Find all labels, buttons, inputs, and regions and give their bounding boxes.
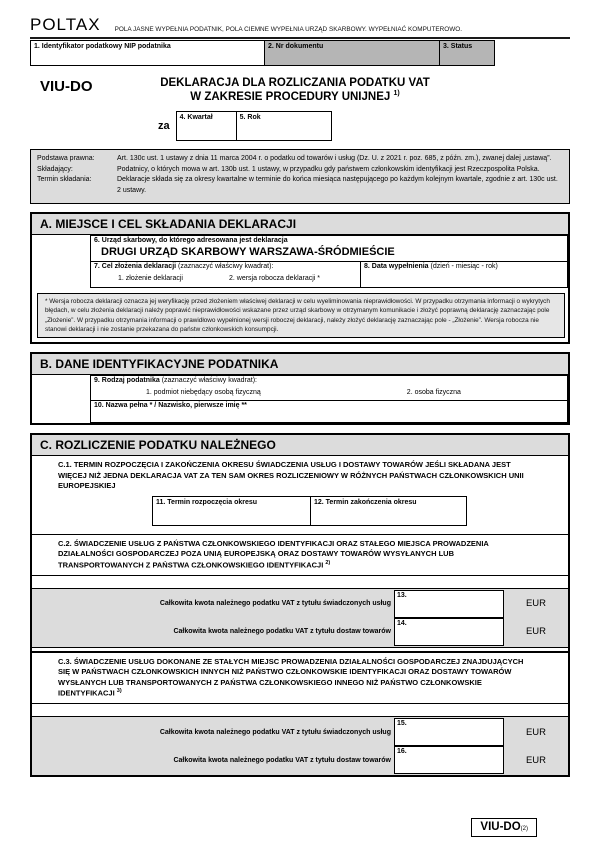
filers-text: Podatnicy, o których mowa w art. 130b ust. 1 ustawy, w przypadku gdy państwem członkowskim identyfikacji jest Rzeczpospolita Polska.: [117, 165, 540, 173]
za-label: za: [158, 119, 170, 132]
option-submit-declaration[interactable]: 1. złożenie deklaracji: [118, 275, 183, 283]
year-label: 5. Rok: [239, 113, 261, 121]
field-6-label: 6. Urząd skarbowy, do którego adresowana jest deklaracja: [94, 237, 288, 245]
section-a-title: A. MIEJSCE I CEL SKŁADANIA DEKLARACJI: [32, 214, 568, 235]
field-12-label: 12. Termin zakończenia okresu: [314, 498, 417, 506]
section-a: [30, 212, 570, 344]
c3-title: C.3. ŚWIADCZENIE USŁUG DOKONANE ZE STAŁYCH MIEJSC PROWADZENIA DZIAŁALNOŚCI GOSPODARCZEJ ZNAJDUJĄCYCH SIĘ W PAŃSTWACH CZŁONKOWSKICH INNYCH NIŻ PAŃSTWO CZŁONKOWSKIE IDENTYFIKACJI ORAZ DOSTAWY TOWARÓW WYSŁANYCH LUB TRANSPORTOWANYCH Z PAŃSTWA CZŁONKOWSKIEGO INNEGO NIŻ PAŃSTWO CZŁONKOWSKIE IDENTYFIKACJI $^{3)}$: [58, 656, 524, 698]
field-15-currency: EUR: [525, 726, 547, 738]
form-title-line2: W ZAKRESIE PROCEDURY UNIJNEJ $^{1)}$: [190, 90, 400, 104]
field-14-input[interactable]: [394, 618, 504, 646]
subsection-c1: [32, 456, 568, 535]
year-input[interactable]: [237, 112, 331, 140]
c3-amount-rows: [32, 716, 568, 775]
form-code: VIU-DO: [40, 78, 93, 95]
c3-services-row: [32, 718, 568, 746]
title-footnote-ref: 1): [393, 90, 400, 98]
field-7-purpose: [91, 262, 361, 287]
c1-period-row: [32, 496, 568, 534]
field-9-label: 9. Rodzaj podatnika (zaznaczyć właściwy kwadrat):: [94, 377, 257, 385]
status-field: [440, 40, 495, 66]
section-c: [30, 433, 570, 777]
c2-services-label: Całkowita kwota należnego podatku VAT z tytułu świadczonych usług: [159, 600, 391, 608]
status-label: 3. Status: [443, 43, 473, 50]
poltax-logo: POLTAX: [30, 15, 101, 34]
nip-field[interactable]: [30, 40, 265, 66]
field-7-label: 7. Cel złożenia deklaracji (zaznaczyć właściwy kwadrat):: [94, 263, 274, 271]
field-6-tax-office[interactable]: [90, 235, 568, 262]
section-c-title: C. ROZLICZENIE PODATKU NALEŻNEGO: [32, 435, 568, 456]
field-16-number: 16.: [397, 748, 407, 756]
period-start-end-box: [152, 496, 467, 526]
footer-page-number: (2): [520, 826, 528, 832]
field-7-options: [91, 271, 360, 284]
form-title: [130, 76, 460, 105]
field-9-options: [91, 385, 567, 398]
option-draft-declaration[interactable]: 2. wersja robocza deklaracji *: [228, 275, 321, 283]
field-13-number: 13.: [397, 591, 407, 599]
form-title-line1: DEKLARACJA DLA ROZLICZANIA PODATKU VAT: [160, 77, 430, 89]
section-b: [30, 352, 570, 425]
quarter-label: 4. Kwartał: [179, 113, 213, 121]
deadline-label: Termin składania:: [37, 176, 92, 184]
field-13-currency: EUR: [525, 598, 547, 610]
subsection-c2: [32, 535, 568, 648]
c2-footnote-ref: 2): [325, 559, 331, 566]
document-number-label: 2. Nr dokumentu: [268, 43, 324, 50]
footer-code-text: VIU-DO: [480, 821, 521, 833]
c3-goods-label: Całkowita kwota należnego podatku VAT z tytułu dostaw towarów: [173, 756, 391, 764]
fill-instructions-caption: POLA JASNE WYPEŁNIA PODATNIK, POLA CIEMNE WYPEŁNIA URZĄD SKARBOWY. WYPEŁNIAĆ KOMPUTEROWO.: [114, 26, 462, 33]
field-9-taxpayer-type: [90, 375, 568, 401]
field-15-input[interactable]: [394, 718, 504, 746]
c2-title: C.2. ŚWIADCZENIE USŁUG Z PAŃSTWA CZŁONKOWSKIEGO IDENTYFIKACJI ORAZ STAŁEGO MIEJSCA PROWADZENIA DZIAŁALNOŚCI GOSPODARCZEJ POZA UNIĄ EUROPEJSKĄ ORAZ DOSTAWY TOWARÓW WYSYŁANYCH LUB TRANSPORTOWANYCH Z PAŃSTWA CZŁONKOWSKIEGO IDENTYFIKACJI $^{2)}$: [58, 538, 489, 570]
section-b-title: B. DANE IDENTYFIKACYJNE PODATNIKA: [32, 354, 568, 375]
c2-services-row: [32, 590, 568, 618]
legal-row-deadline: [37, 175, 563, 197]
deadline-text: Deklaracje składa się za okresy kwartalne w terminie do końca miesiąca następującego po każdym kolejnym kwartale, zgodnie z art. 130c ust. 2 ustawy.: [117, 176, 558, 195]
c2-amount-rows: [32, 588, 568, 647]
field-7-8-row: [90, 262, 568, 288]
option-individual[interactable]: 2. osoba fizyczna: [406, 389, 461, 397]
legal-row-filers: [37, 165, 563, 176]
field-10-full-name[interactable]: [90, 401, 568, 423]
legal-basis-text: Art. 130c ust. 1 ustawy z dnia 11 marca 2004 r. o podatku od towarów i usług (Dz. U. z 2021 r. poz. 685, z późn. zm.), zwanej dalej „ustawą”.: [117, 154, 552, 162]
c1-title: C.1. TERMIN ROZPOCZĘCIA I ZAKOŃCZENIA OKRESU ŚWIADCZENIA USŁUG I DOSTAWY TOWARÓW JEŚLI SKŁADANA JEST WIĘCEJ NIŻ JEDNA DEKLARACJA VAT ZA TEN SAM OKRES ROZLICZENIOWY W RÓŻNYCH PAŃSTWACH CZŁONKOWSKICH UNII EUROPEJSKIEJ: [58, 460, 524, 491]
form-title-block: [30, 76, 570, 105]
field-15-number: 15.: [397, 720, 407, 728]
field-10-label: 10. Nazwa pełna * / Nazwisko, pierwsze imię **: [94, 402, 247, 410]
field-11-label: 11. Termin rozpoczęcia okresu: [156, 498, 258, 506]
quarter-year-box: [176, 111, 332, 141]
legal-basis-label: Podstawa prawna:: [37, 154, 95, 162]
document-number-field: [265, 40, 440, 66]
field-8-note: (dzień - miesiąc - rok): [430, 263, 498, 271]
c3-empty-strip: [32, 703, 568, 716]
c2-goods-row: [32, 618, 568, 646]
field-13-input[interactable]: [394, 590, 504, 618]
field-12-period-end[interactable]: [311, 497, 466, 525]
field-11-period-start[interactable]: [153, 497, 311, 525]
option-non-individual[interactable]: 1. podmiot niebędący osobą fizyczną: [146, 389, 261, 397]
field-8-label: 8. Data wypełnienia (dzień - miesiąc - rok): [364, 263, 498, 271]
footer-form-code: [471, 818, 537, 837]
subsection-c3: [32, 653, 568, 776]
form-top-bar: [30, 0, 570, 39]
field-16-input[interactable]: [394, 746, 504, 774]
c3-footnote-ref: 3): [116, 688, 122, 695]
draft-version-footnote: * Wersja robocza deklaracji oznacza jej weryfikację przed złożeniem właściwej deklaracji w celu wyeliminowania nieprawidłowości. W przypadku otrzymania informacji o wykrytych błędach, w celu złożenia deklaracji należy poprawić nieprawidłowości wskazane przez urząd skarbowy w otrzymanym komunikacie i złożyć poprawną deklarację zaznaczając pole „Złożenie”. W przypadku otrzymania informacji o prawidłowo wypełnionej wersji roboczej deklaracji, należy złożyć deklarację zaznaczając pole - „Złożenie”. Wersja robocza nie stanowi deklaracji i nie zostanie przekazana do państw członkowskich konsumpcji.: [37, 293, 565, 338]
legal-basis-box: [30, 149, 570, 204]
field-8-fill-date[interactable]: [361, 262, 567, 287]
period-selector-row: [158, 111, 570, 141]
filers-label: Składający:: [37, 165, 73, 173]
c3-goods-row: [32, 746, 568, 774]
field-7-note: (zaznaczyć właściwy kwadrat):: [178, 263, 274, 271]
field-9-note: (zaznaczyć właściwy kwadrat):: [161, 377, 257, 385]
nip-field-label: 1. Identyfikator podatkowy NIP podatnika: [34, 43, 171, 50]
quarter-input[interactable]: [177, 112, 237, 140]
field-14-number: 14.: [397, 619, 407, 627]
c2-empty-strip: [32, 575, 568, 588]
c3-services-label: Całkowita kwota należnego podatku VAT z tytułu świadczonych usług: [159, 728, 391, 736]
c2-goods-label: Całkowita kwota należnego podatku VAT z tytułu dostaw towarów: [173, 628, 391, 636]
field-16-currency: EUR: [525, 754, 547, 766]
field-6-value: DRUGI URZĄD SKARBOWY WARSZAWA-ŚRÓDMIEŚCIE: [101, 246, 395, 259]
field-14-currency: EUR: [525, 626, 547, 638]
identification-row: [30, 40, 570, 66]
legal-row-basis: [37, 154, 563, 165]
